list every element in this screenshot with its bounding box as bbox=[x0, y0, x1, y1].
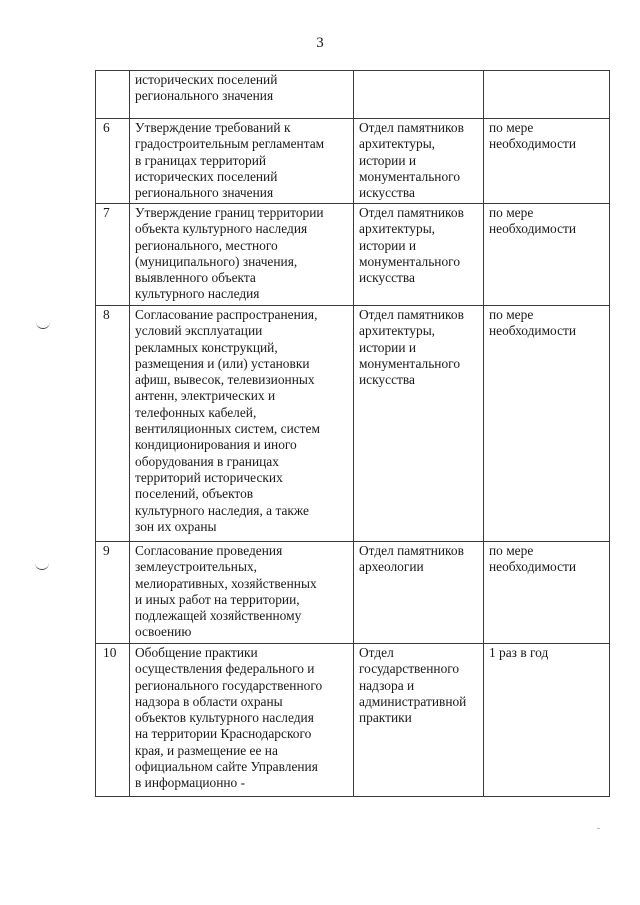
task-cell: Обобщение практики осуществления федерального и регионального государственного надзора в области охраны объектов культурного наследия на территории Краснодарского края, и размещение ее на официальном сайте Управления в информационно - bbox=[130, 644, 354, 797]
task-cell: Согласование распространения, условий эксплуатации рекламных конструкций, размещения и (или) установки афиш, вывесок, телевизионных антенн, электрических и телефонных кабелей, вентиляционных систем, систем кондиционирования и иного оборудования в границах территорий исторических поселений, объектов культурного наследия, а также зон их охраны bbox=[130, 306, 354, 542]
frequency-cell: 1 раз в год bbox=[484, 644, 610, 797]
frequency-cell bbox=[484, 71, 610, 119]
binding-hole-mark bbox=[35, 563, 49, 570]
task-cell: Согласование проведения землеустроительных, мелиоративных, хозяйственных и иных работ на территории, подлежащей хозяйственному освоению bbox=[130, 542, 354, 644]
table-row bbox=[96, 542, 610, 644]
frequency-cell: по мере необходимости bbox=[484, 306, 610, 542]
task-cell: Утверждение требований к градостроительным регламентам в границах территорий исторических поселений регионального значения bbox=[130, 119, 354, 204]
scan-speck bbox=[597, 828, 600, 829]
department-cell: Отдел памятников архитектуры, истории и монументального искусства bbox=[354, 204, 484, 306]
page-number: 3 bbox=[316, 35, 324, 51]
row-number-cell: 7 bbox=[96, 204, 130, 306]
binding-hole-mark bbox=[36, 322, 50, 329]
table-row bbox=[96, 71, 610, 119]
department-cell: Отдел памятников архитектуры, истории и монументального искусства bbox=[354, 119, 484, 204]
department-cell bbox=[354, 71, 484, 119]
row-number-cell: 6 bbox=[96, 119, 130, 204]
frequency-cell: по мере необходимости bbox=[484, 542, 610, 644]
row-number-cell: 8 bbox=[96, 306, 130, 542]
table-row bbox=[96, 119, 610, 204]
department-cell: Отдел государственного надзора и административной практики bbox=[354, 644, 484, 797]
task-cell: Утверждение границ территории объекта культурного наследия регионального, местного (муниципального) значения, выявленного объекта культурного наследия bbox=[130, 204, 354, 306]
table-row bbox=[96, 306, 610, 542]
table-row bbox=[96, 644, 610, 797]
department-cell: Отдел памятников археологии bbox=[354, 542, 484, 644]
department-cell: Отдел памятников архитектуры, истории и монументального искусства bbox=[354, 306, 484, 542]
tasks-table bbox=[95, 70, 610, 797]
table-row bbox=[96, 204, 610, 306]
row-number-cell: 9 bbox=[96, 542, 130, 644]
task-cell: исторических поселений регионального значения bbox=[130, 71, 354, 119]
frequency-cell: по мере необходимости bbox=[484, 204, 610, 306]
frequency-cell: по мере необходимости bbox=[484, 119, 610, 204]
row-number-cell: 10 bbox=[96, 644, 130, 797]
row-number-cell bbox=[96, 71, 130, 119]
